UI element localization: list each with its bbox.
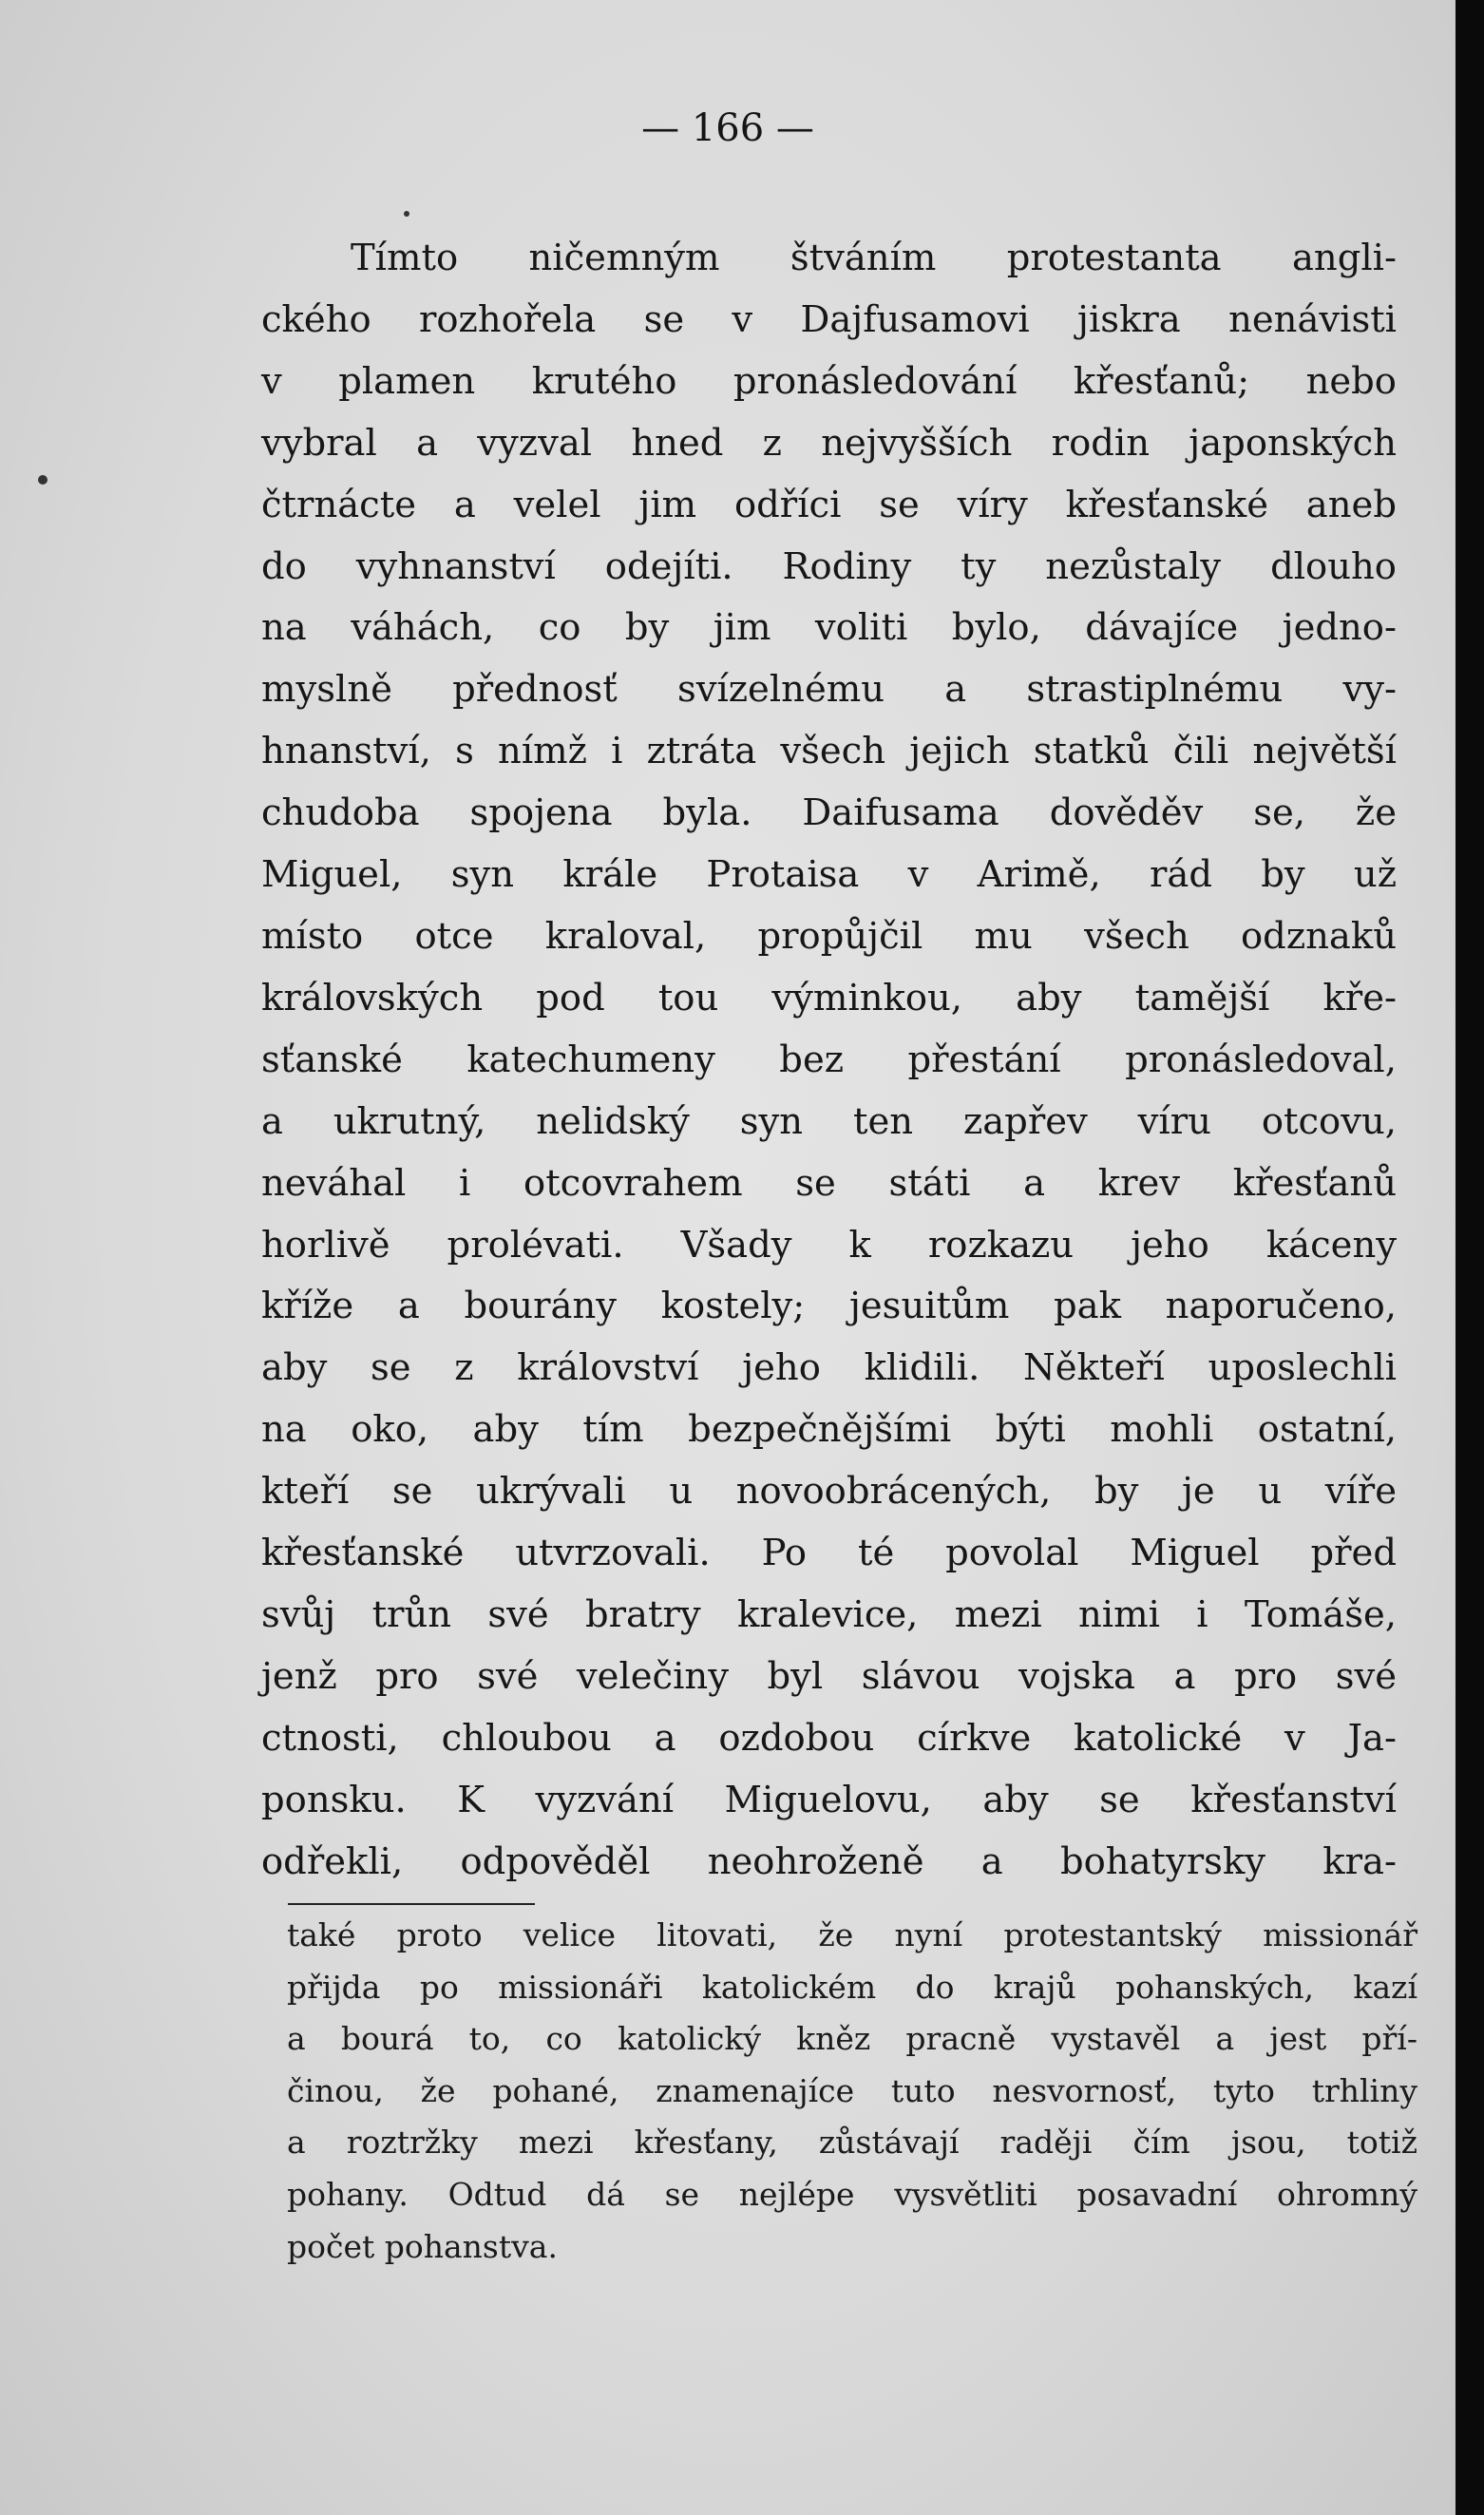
main-text: [261, 228, 1397, 1893]
footnote-line: a bourá to, co katolický kněz pracně vystavěl a jest pří-: [287, 2020, 1417, 2058]
text-line: Miguel, syn krále Protaisa v Arimě, rád by už: [261, 853, 1397, 897]
text-line: vybral a vyzval hned z nejvyšších rodin japonských: [261, 421, 1397, 465]
text-line: svůj trůn své bratry kralevice, mezi nimi i Tomáše,: [261, 1592, 1397, 1636]
text-line: chudoba spojena byla. Daifusama dověděv se, že: [261, 791, 1397, 835]
text-line: ctnosti, chloubou a ozdobou církve katolické v Ja-: [261, 1716, 1397, 1760]
page-number: — 166 —: [641, 106, 814, 150]
footnote-line: pohany. Odtud dá se nejlépe vysvětliti posavadní ohromný: [287, 2175, 1417, 2213]
ink-speck: [404, 211, 409, 217]
text-line: a ukrutný, nelidský syn ten zapřev víru otcovu,: [261, 1099, 1397, 1143]
text-line: myslně přednosť svízelnému a strastiplnému vy-: [261, 668, 1397, 712]
footnote-line: přijda po missionáři katolickém do krajů pohanských, kazí: [287, 1968, 1417, 2006]
scan-edge: [1455, 0, 1484, 2515]
footnote-line: činou, že pohané, znamenajíce tuto nesvornosť, tyto trhliny: [287, 2071, 1417, 2109]
text-line: jenž pro své velečiny byl slávou vojska a pro své: [261, 1654, 1397, 1698]
text-line: hnanství, s nímž i ztráta všech jejich statků čili největší: [261, 730, 1397, 773]
text-line: v plamen krutého pronásledování křesťanů; nebo: [261, 359, 1397, 403]
text-line: čtrnácte a velel jim odříci se víry křesťanské aneb: [261, 483, 1397, 526]
text-line: do vyhnanství odejíti. Rodiny ty nezůstaly dlouho: [261, 544, 1397, 588]
text-line: ponsku. K vyzvání Miguelovu, aby se křesťanství: [261, 1778, 1397, 1821]
text-line: odřekli, odpověděl neohroženě a bohatyrsky kra-: [261, 1839, 1397, 1883]
text-line: sťanské katechumeny bez přestání pronásledoval,: [261, 1038, 1397, 1081]
text-line: na váhách, co by jim voliti bylo, dávajíce jedno-: [261, 606, 1397, 650]
text-line: neváhal i otcovrahem se státi a krev křesťanů: [261, 1161, 1397, 1205]
text-line: kteří se ukrývali u novoobrácených, by je u víře: [261, 1470, 1397, 1514]
text-line: místo otce kraloval, propůjčil mu všech odznaků: [261, 914, 1397, 958]
text-line: horlivě prolévati. Všady k rozkazu jeho káceny: [261, 1223, 1397, 1267]
footnote-line: také proto velice litovati, že nyní protestantský missionář: [287, 1916, 1417, 1953]
text-line: ckého rozhořela se v Dajfusamovi jiskra nenávisti: [261, 297, 1397, 341]
ink-speck: [38, 475, 48, 485]
text-line: křesťanské utvrzovali. Po té povolal Miguel před: [261, 1532, 1397, 1575]
footnote-divider: [288, 1903, 535, 1905]
text-line: aby se z království jeho klidili. Někteří uposlechli: [261, 1346, 1397, 1390]
footnote: [287, 1910, 1417, 2273]
footnote-line: a roztržky mezi křesťany, zůstávají raději čím jsou, totiž: [287, 2124, 1417, 2162]
text-line: kříže a bourány kostely; jesuitům pak naporučeno,: [261, 1285, 1397, 1328]
footnote-line: počet pohanstva.: [287, 2227, 558, 2265]
text-line: královských pod tou výminkou, aby tamější kře-: [261, 976, 1397, 1019]
text-line: na oko, aby tím bezpečnějšími býti mohli ostatní,: [261, 1408, 1397, 1452]
text-line: Tímto ničemným štváním protestanta angli-: [351, 237, 1397, 279]
